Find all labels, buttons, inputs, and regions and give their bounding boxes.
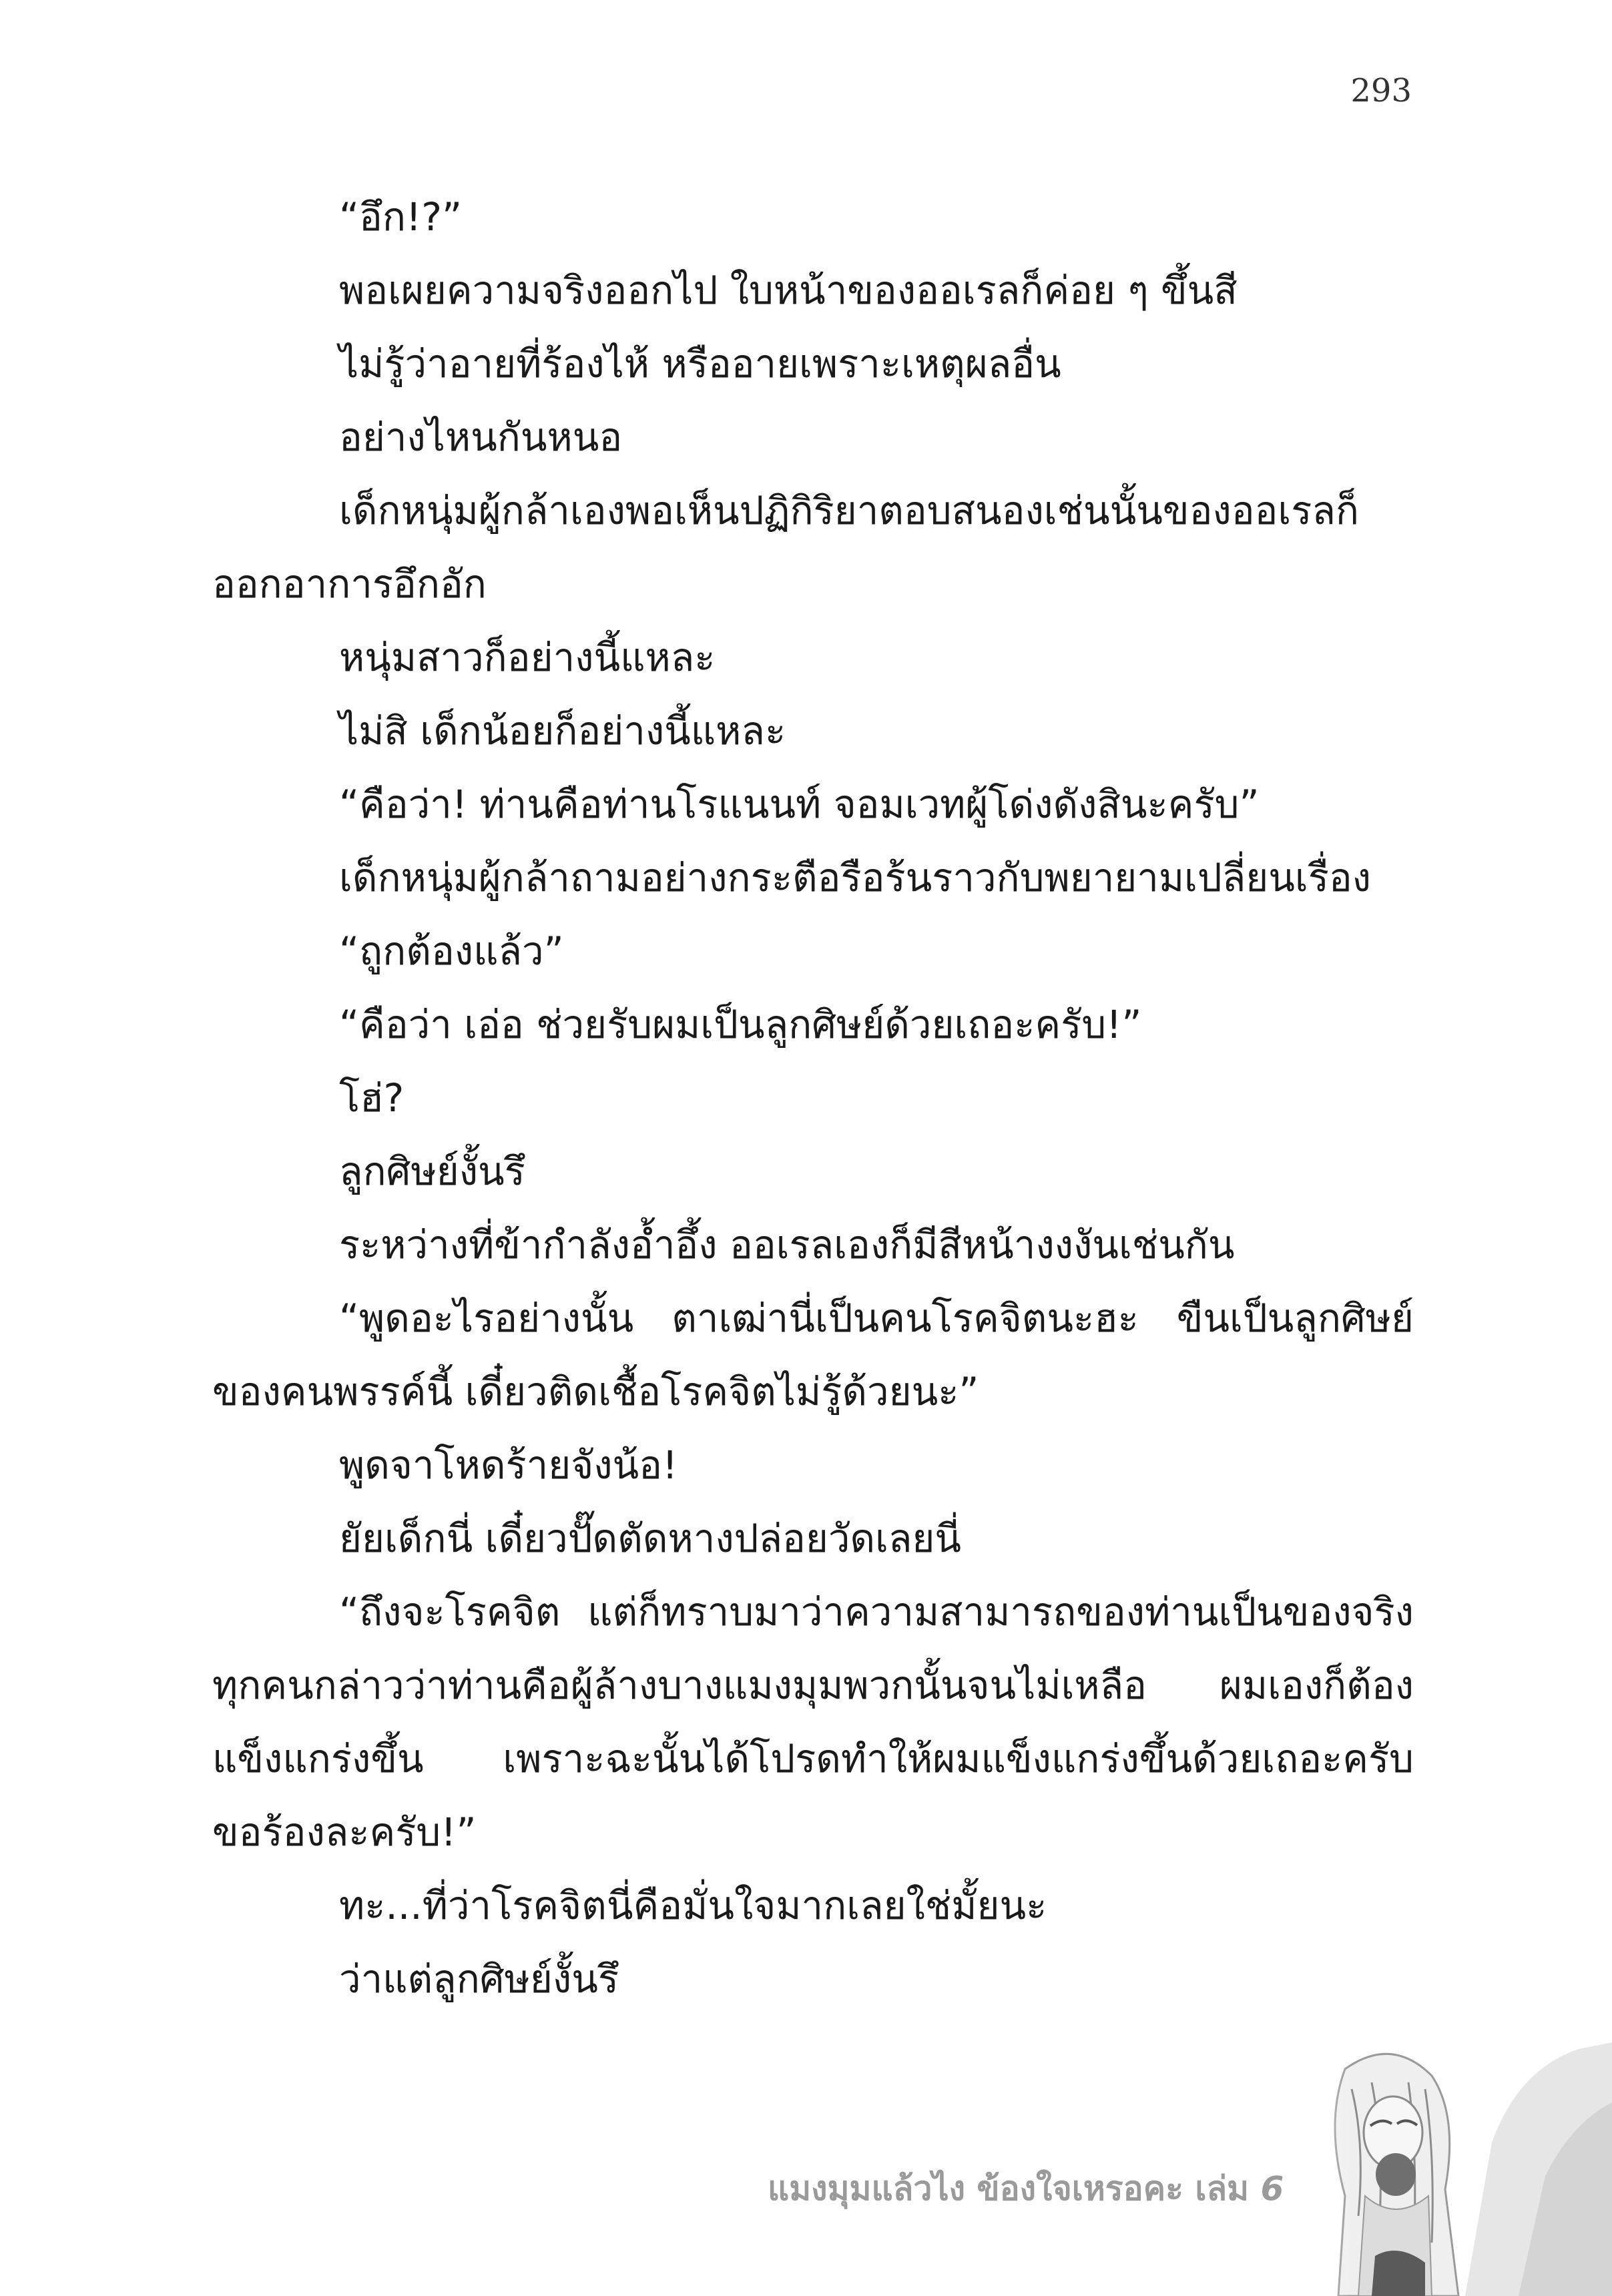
paragraph: ระหว่างที่ข้ากำลังอ้ำอึ้ง ออเรลเองก็มีสีหน้างงงันเช่นกัน bbox=[339, 1222, 1235, 1267]
character-illustration bbox=[1265, 2042, 1612, 2296]
book-title-text: แมงมุมแล้วไง ข้องใจเหรอคะ เล่ม bbox=[768, 2169, 1250, 2208]
footer-book-title bbox=[768, 2163, 1284, 2215]
paragraph: โฮ่? bbox=[339, 1075, 405, 1121]
paragraph: อย่างไหนกันหนอ bbox=[339, 414, 623, 460]
paragraph: ไม่รู้ว่าอายที่ร้องไห้ หรืออายเพราะเหตุผลอื่น bbox=[339, 341, 1061, 386]
page-number: 293 bbox=[1350, 72, 1412, 109]
paragraph: ว่าแต่ลูกศิษย์งั้นรึ bbox=[339, 1956, 619, 2002]
paragraph: ไม่สิ เด็กน้อยก็อย่างนี้แหละ bbox=[339, 708, 786, 754]
paragraph: เด็กหนุ่มผู้กล้าถามอย่างกระตือรือร้นราวกับพยายามเปลี่ยนเรื่อง bbox=[339, 855, 1372, 900]
paragraph: “คือว่า! ท่านคือท่านโรแนนท์ จอมเวทผู้โด่งดังสินะครับ” bbox=[339, 782, 1260, 827]
paragraph: พอเผยความจริงออกไป ใบหน้าของออเรลก็ค่อย ๆ ขึ้นสี bbox=[339, 268, 1238, 313]
paragraph: เด็กหนุ่มผู้กล้าเองพอเห็นปฏิกิริยาตอบสนองเช่นนั้นของออเรลก็ออกอาการอึกอัก bbox=[212, 488, 1360, 607]
paragraph: ยัยเด็กนี่ เดี๋ยวปั๊ดตัดหางปล่อยวัดเลยนี่ bbox=[339, 1516, 962, 1561]
paragraph: พูดจาโหดร้ายจังน้อ! bbox=[339, 1442, 678, 1488]
paragraph: ทะ...ที่ว่าโรคจิตนี่คือมั่นใจมากเลยใช่มั้ยนะ bbox=[339, 1883, 1047, 1928]
paragraph: ลูกศิษย์งั้นรึ bbox=[339, 1149, 525, 1194]
volume-number: 6 bbox=[1260, 2169, 1284, 2208]
paragraph: “คือว่า เอ่อ ช่วยรับผมเป็นลูกศิษย์ด้วยเถอะครับ!” bbox=[339, 1002, 1142, 1047]
paragraph: หนุ่มสาวก็อย่างนี้แหละ bbox=[339, 635, 716, 680]
body-text bbox=[212, 180, 1414, 2016]
paragraph: “พูดอะไรอย่างนั้น ตาเฒ่านี่เป็นคนโรคจิตนะฮะ ขืนเป็นลูกศิษย์ของคนพรรค์นี้ เดี๋ยวติดเชื้อโรคจิตไม่รู้ด้วยนะ” bbox=[212, 1296, 1414, 1414]
paragraph: “ถูกต้องแล้ว” bbox=[339, 928, 564, 974]
paragraph: “ถึงจะโรคจิต แต่ก็ทราบมาว่าความสามารถของท่านเป็นของจริง ทุกคนกล่าวว่าท่านคือผู้ล้างบางแมงมุมพวกนั้นจนไม่เหลือ ผมเองก็ต้องแข็งแกร่งขึ้น เพราะฉะนั้นได้โปรดทำให้ผมแข็งแกร่งขึ้นด้วยเถอะครับ ขอร้องละครับ!” bbox=[212, 1589, 1414, 1855]
paragraph: “อึก!?” bbox=[339, 194, 463, 240]
